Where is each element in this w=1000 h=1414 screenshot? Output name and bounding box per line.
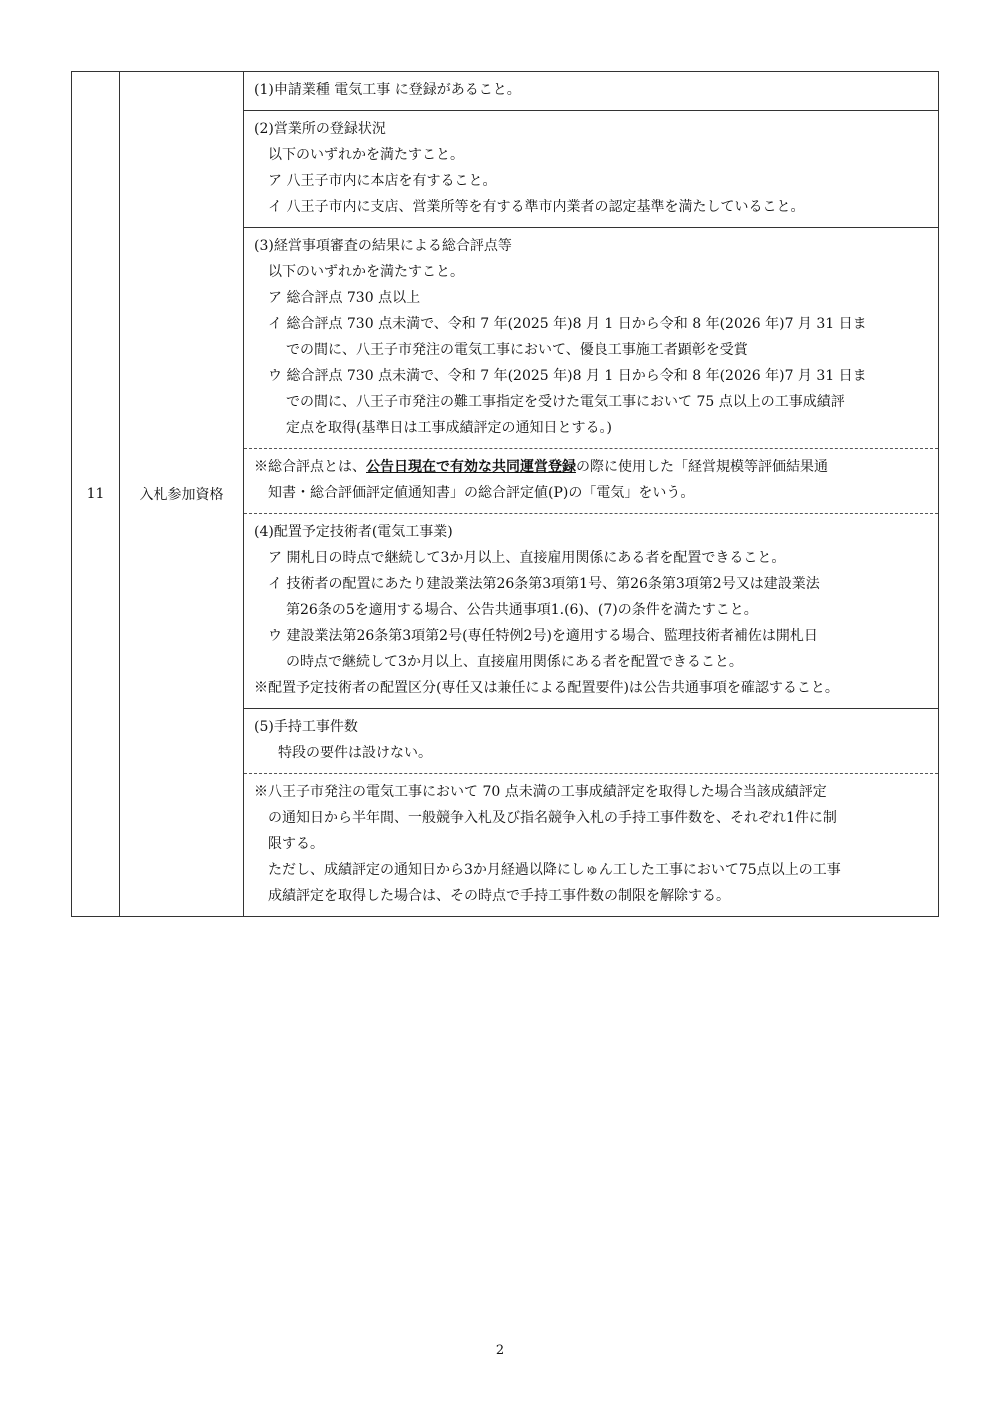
section-3-option-u-line1: ウ 総合評点 730 点未満で、令和 7 年(2025 年)8 月 1 日から令和 8 年(2026 年)7 月 31 日ま [268,368,867,384]
section-3-condition: 以下のいずれかを満たすこと。 [268,264,464,280]
section-4-option-a: ア 開札日の時点で継続して3か月以上、直接雇用関係にある者を配置できること。 [268,550,786,566]
section-2-option-a: ア 八王子市内に本店を有すること。 [268,173,497,189]
section-4-option-u-line2: の時点で継続して3か月以上、直接雇用関係にある者を配置できること。 [286,654,743,670]
note-definition-pre: ※総合評点とは、 [254,459,366,475]
section-4-heading: (4)配置予定技術者(電気工事業) [254,524,453,540]
section-2-option-i: イ 八王子市内に支店、営業所等を有する準市内業者の認定基準を満たしていること。 [268,199,805,215]
item-label: 入札参加資格 [139,487,224,503]
section-4-option-i-line1: イ 技術者の配置にあたり建設業法第26条第3項第1号、第26条第3項第2号又は建設業法 [268,576,820,592]
note-definition-emphasis: 公告日現在で有効な共同運営登録 [366,459,576,475]
section-3-option-i-line2: での間に、八王子市発注の電気工事において、優良工事施工者顕彰を受賞 [286,342,748,358]
section-2-heading: (2)営業所の登録状況 [254,121,386,137]
section-5-note-line3: 限する。 [268,836,324,852]
section-3-option-a: ア 総合評点 730 点以上 [268,290,421,306]
section-3-option-i-line1: イ 総合評点 730 点未満で、令和 7 年(2025 年)8 月 1 日から令和 8 年(2026 年)7 月 31 日ま [268,316,867,332]
qualification-table [71,71,939,917]
section-evaluation-score [244,227,938,448]
section-ongoing-contracts [244,708,938,773]
section-office-registration [244,110,938,227]
section-ongoing-contracts-note [244,773,938,916]
section-5-note-line2: の通知日から半年間、一般競争入札及び指名競争入札の手持工事件数を、それぞれ1件に制 [268,810,837,826]
section-2-condition: 以下のいずれかを満たすこと。 [268,147,464,163]
page-number: 2 [495,1343,505,1358]
section-assigned-engineer [244,513,938,708]
section-5-body: 特段の要件は設けない。 [278,745,432,761]
section-3-option-u-line3: 定点を取得(基準日は工事成績評定の通知日とする。) [286,420,612,436]
section-5-heading: (5)手持工事件数 [254,719,358,735]
item-content-cell [244,72,938,916]
section-application-category [244,72,938,110]
section-5-note-line5: 成績評定を取得した場合は、その時点で手持工事件数の制限を解除する。 [268,888,730,904]
section-evaluation-note [244,448,938,513]
section-5-note-line4: ただし、成績評定の通知日から3か月経過以降にしゅん工した工事において75点以上の工事 [268,862,841,878]
note-definition-line1 [254,454,930,480]
section-5-note-line1: ※八王子市発注の電気工事において 70 点未満の工事成績評定を取得した場合当該成績評定 [254,784,827,800]
section-4-option-u-line1: ウ 建設業法第26条第3項第2号(専任特例2号)を適用する場合、監理技術者補佐は開札日 [268,628,818,644]
item-number-cell [72,72,120,916]
item-number: 11 [86,486,105,502]
item-label-cell [120,72,244,916]
section-1-heading: (1)申請業種 電気工事 に登録があること。 [254,82,521,98]
section-4-option-i-line2: 第26条の5を適用する場合、公告共通事項1.(6)、(7)の条件を満たすこと。 [286,602,758,618]
section-4-note: ※配置予定技術者の配置区分(専任又は兼任による配置要件)は公告共通事項を確認すること。 [254,680,839,696]
note-definition-line2: 知書・総合評価評定値通知書」の総合評定値(P)の「電気」をいう。 [268,485,695,501]
section-3-option-u-line2: での間に、八王子市発注の難工事指定を受けた電気工事において 75 点以上の工事成績評 [286,394,845,410]
note-definition-post: の際に使用した「経営規模等評価結果通 [576,459,828,475]
section-3-heading: (3)経営事項審査の結果による総合評点等 [254,238,512,254]
